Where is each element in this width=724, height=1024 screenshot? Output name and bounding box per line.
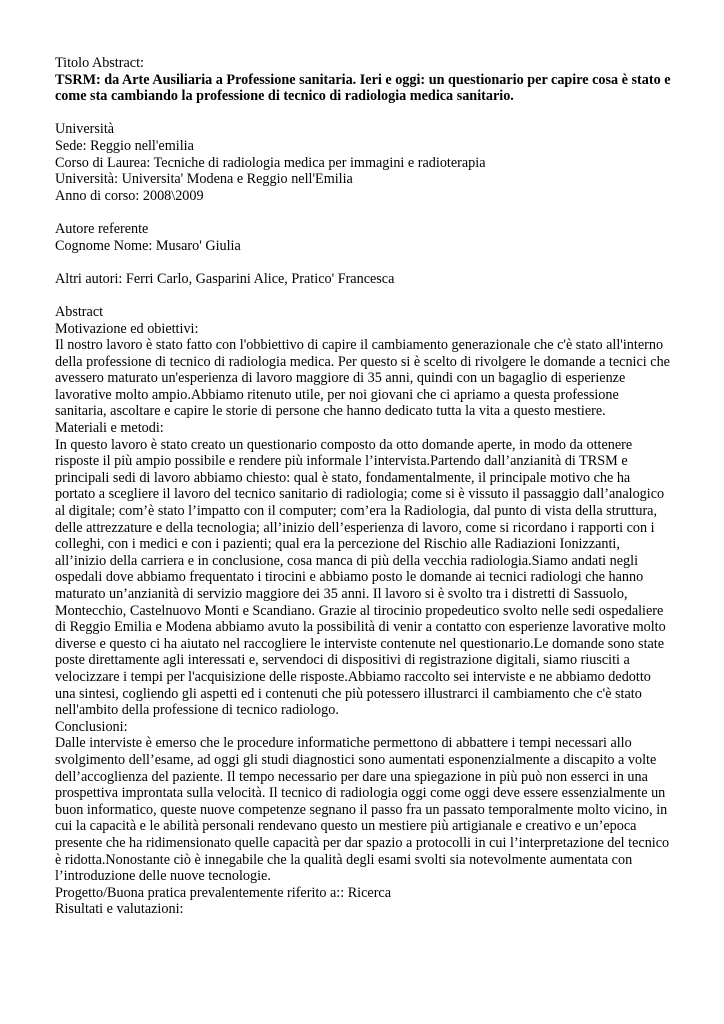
title-label: Titolo Abstract: bbox=[55, 55, 144, 71]
other-authors: Altri autori: Ferri Carlo, Gasparini Alice, Pratico' Francesca bbox=[55, 270, 395, 287]
progetto-line: Progetto/Buona pratica prevalentemente riferito a:: Ricerca bbox=[55, 884, 392, 901]
sede-line: Sede: Reggio nell'emilia bbox=[55, 137, 194, 154]
author-heading: Autore referente bbox=[55, 220, 149, 237]
author-name: Cognome Nome: Musaro' Giulia bbox=[55, 237, 241, 254]
abstract-heading: Abstract bbox=[55, 303, 104, 320]
abstract-title: TSRM: da Arte Ausiliaria a Professione sanitaria. Ieri e oggi: un questionario per capire cosa è stato e come sta cambiando la professione di tecnico di radiologia medica sanitario. bbox=[55, 71, 671, 105]
universita-line: Università: Universita' Modena e Reggio nell'Emilia bbox=[55, 171, 353, 188]
materiali-text: In questo lavoro è stato creato un questionario composto da otto domande aperte, in modo da ottenere risposte il più ampio possibile e rendere più informale l’intervista.Partendo dall’anzianità di TRSM e principali sedi di lavoro abbiamo chiesto: qual è stato, fondamentalmente, il principale motivo che ha portato a scegliere il lavoro del tecnico sanitario di radiologia; come si è vissuto il passaggio dall’analogico al digitale; com’è stato l’impatto con il computer; com’era la Radiologia, dal punto di vista della struttura, delle attrezzature e della tecnologia; all’inizio dell’esperienza di lavoro, come si ricordano i rapporti con i colleghi, con i medici e con i pazienti; qual era la percezione del Rischio alle Radiazioni Ionizzanti, all’inizio della carriera e in conclusione, cosa manca di più della vecchia radiologia.Siamo andati negli ospedali dove abbiamo frequentato i tirocini e abbiamo posto le domande ai tecnici radiologi che hanno maturato un’anzianità di servizio maggiore dei 35 anni. Il lavoro si è svolto tra i distretti di Sassuolo, Montecchio, Castelnuovo Monti e Scandiano. Grazie al tirocinio propedeutico svolto nelle sedi ospedaliere di Reggio Emilia e Modena abbiamo avuto la possibilità di venir a contatto con esperienze lavorative molto diverse e questo ci ha aiutato nel raccogliere le interviste contenute nel questionario.Le domande sono state poste direttamente agli interessati e, servendoci di dispositivi di registrazione digitali, siamo riusciti a velocizzare i tempi per l'acquisizione delle risposte.Abbiamo raccolto sei interviste e ne abbiamo dedotto una sintesi, cogliendo gli aspetti ed i contenuti che più potessero illustrarci il cambiamento che c'è stato nell'ambito della professione di tecnico radiologo. bbox=[55, 436, 666, 719]
conclusioni-label: Conclusioni: bbox=[55, 718, 128, 735]
spacer bbox=[55, 204, 673, 221]
anno-line: Anno di corso: 2008\2009 bbox=[55, 187, 204, 204]
spacer bbox=[55, 254, 673, 271]
conclusioni-text: Dalle interviste è emerso che le procedure informatiche permettono di abbattere i tempi necessari allo svolgimento dell’esame, ad oggi gli studi diagnostici sono aumentati esponenzialmente a discapito a volte dell’accoglienza del paziente. Il tempo necessario per dare una spiegazione in più può non esserci in una prospettiva improntata sulla velocità. Il tecnico di radiologia oggi come oggi deve essere essenzialmente un buon informatico, queste nuove competenze segnano il passo fra un passato temporalmente molto vicino, in cui la capacità e le abilità personali rendevano questo un mestiere più artigianale e creativo e un’epoca presente che ha ridimensionato quelle capacità per dar spazio a protocolli in cui l’interpretazione del tecnico è ridotta.Nonostante ciò è innegabile che la qualità degli esami svolti sia notevolmente aumentata con l’introduzione delle nuove tecnologie. bbox=[55, 735, 670, 885]
corso-line: Corso di Laurea: Tecniche di radiologia medica per immagini e radioterapia bbox=[55, 154, 486, 171]
risultati-label: Risultati e valutazioni: bbox=[55, 901, 184, 918]
document-page bbox=[55, 55, 673, 918]
spacer bbox=[55, 105, 673, 122]
spacer bbox=[55, 287, 673, 304]
materiali-label: Materiali e metodi: bbox=[55, 420, 164, 437]
university-heading: Università bbox=[55, 121, 115, 138]
motivazione-text: Il nostro lavoro è stato fatto con l'obbiettivo di capire il cambiamento generazionale che c'è stato all'interno della professione di tecnico di radiologia medica. Per questo si è scelto di rivolgere le domande a tecnici che avessero maturato un'esperienza di lavoro maggiore di 35 anni, quindi con un bagaglio di esperienze lavorative molto ampio.Abbiamo ritenuto utile, per noi giovani che ci apriamo a questa professione sanitaria, ascoltare e capire le storie di persone che hanno dedicato tutta la vita a questo mestiere. bbox=[55, 337, 670, 420]
motivazione-label: Motivazione ed obiettivi: bbox=[55, 320, 199, 337]
